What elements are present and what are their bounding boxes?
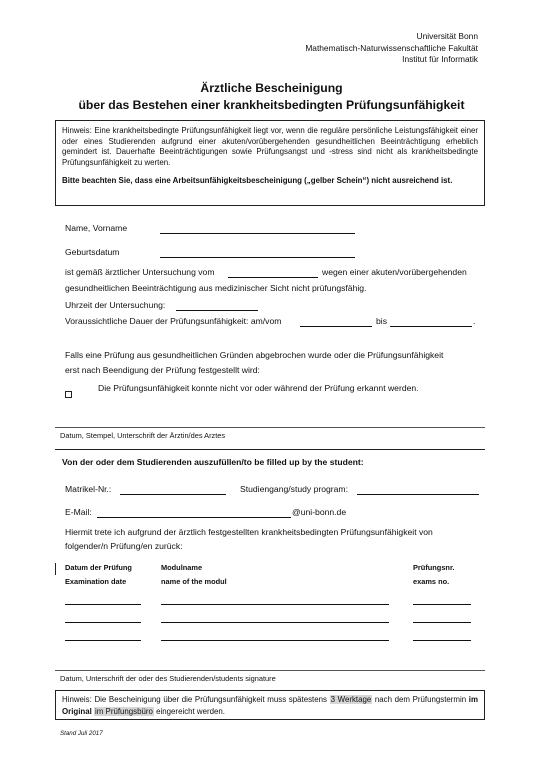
col-examno-subheader: exams no. [413,577,450,586]
exam-statement-line2: gesundheitlichen Beeinträchtigung aus medizinischer Sicht nicht prüfungsfähig. [65,283,367,293]
duration-bis-label: bis [376,316,387,326]
exam-time-label: Uhrzeit der Untersuchung: [65,300,166,310]
email-label: E-Mail: [65,507,92,517]
notice2-part4: eingereicht werden. [153,707,225,716]
notice-box [55,120,485,206]
withdraw-text-line2: folgender/n Prüfung/en zurück: [65,541,183,551]
student-signature-line[interactable] [55,670,485,671]
duration-period: . [473,316,476,326]
office-highlight: im Prüfungsbüro [95,707,153,716]
duration-to-field[interactable] [390,326,472,327]
deadline-highlight: 3 Werktage [330,695,372,704]
exam-date-input[interactable] [65,640,141,641]
exam-time-field[interactable] [176,310,258,311]
col-examno-header: Prüfungsnr. [413,563,455,572]
notice-bold-text: Bitte beachten Sie, dass eine Arbeitsunfähigkeitsbescheinigung („gelber Schein“) nicht ausreichend ist. [62,176,453,186]
exam-date-input[interactable] [65,622,141,623]
col-module-header: Modulname [161,563,203,572]
name-field[interactable] [160,233,355,234]
email-field[interactable] [97,517,291,518]
notice2-part2: nach dem Prüfungstermin [372,695,469,704]
abort-text-line1: Falls eine Prüfung aus gesundheitlichen Gründen abgebrochen wurde oder die Prüfungsunfähigkeit [65,350,444,360]
duration-label: Voraussichtliche Dauer der Prüfungsunfähigkeit: am/vom [65,316,282,326]
university-name: Universität Bonn [416,31,478,41]
doctor-signature-line[interactable] [55,427,485,428]
table-left-edge [55,563,56,575]
student-section-heading: Von der oder dem Studierenden auszufüllen/to be filled up by the student: [62,457,364,467]
module-name-input[interactable] [161,640,389,641]
section-divider [55,449,485,450]
exam-number-input[interactable] [413,640,471,641]
doctor-signature-caption: Datum, Stempel, Unterschrift der Ärztin/des Arztes [60,431,226,440]
original-emphasis: im Original [62,695,478,716]
exam-date-prefix: ist gemäß ärztlicher Untersuchung vom [65,267,215,277]
notice2-part1: Hinweis: Die Bescheinigung über die Prüfungsunfähigkeit muss spätestens [62,695,330,704]
matrikel-label: Matrikel-Nr.: [65,484,112,494]
col-date-header: Datum der Prüfung [65,563,132,572]
institute-name: Institut für Informatik [402,54,478,64]
abort-text-line2: erst nach Beendigung der Prüfung festgestellt wird: [65,365,260,375]
name-label: Name, Vorname [65,223,128,233]
matrikel-field[interactable] [120,494,226,495]
duration-from-field[interactable] [300,326,372,327]
exam-date-input[interactable] [65,604,141,605]
withdraw-text-line1: Hiermit trete ich aufgrund der ärztlich festgestellten krankheitsbedingten Prüfungsunfähigkeit von [65,527,433,537]
exam-number-input[interactable] [413,622,471,623]
program-label: Studiengang/study program: [240,484,348,494]
birthdate-label: Geburtsdatum [65,247,120,257]
program-field[interactable] [357,494,479,495]
abort-checkbox[interactable] [65,385,72,403]
institution-header [305,31,478,66]
notice-text: Hinweis: Eine krankheitsbedingte Prüfungsunfähigkeit liegt vor, wenn die reguläre persönliche Leistungsfähigkeit einer oder eines Studierenden aufgrund einer akuten/vorübergehenden gesundheitlichen Beeinträchtigung erheblich gemindert ist. Dauerhafte Beeinträchtigungen sowie Prüfungsangst und -stress sind nicht als krankheitsbedingte Prüfungsunfähigkeit zu werten. [62,126,478,167]
version-stamp: Stand Juli 2017 [60,730,103,737]
exam-number-input[interactable] [413,604,471,605]
birthdate-field[interactable] [160,257,355,258]
col-module-subheader: name of the modul [161,577,227,586]
exam-date-field[interactable] [228,277,318,278]
faculty-name: Mathematisch-Naturwissenschaftliche Fakultät [305,42,478,53]
abort-checkbox-label: Die Prüfungsunfähigkeit konnte nicht vor oder während der Prüfung erkannt werden. [98,383,419,393]
col-date-subheader: Examination date [65,577,127,586]
exam-date-suffix: wegen einer akuten/vorübergehenden [322,267,467,277]
module-name-input[interactable] [161,604,389,605]
student-signature-caption: Datum, Unterschrift der oder des Studierenden/students signature [60,674,276,683]
module-name-input[interactable] [161,622,389,623]
document-subtitle: über das Bestehen einer krankheitsbedingten Prüfungsunfähigkeit [78,98,465,112]
submission-notice-box [55,690,485,720]
email-domain: @uni-bonn.de [292,507,347,517]
document-title: Ärztliche Bescheinigung [200,81,343,95]
